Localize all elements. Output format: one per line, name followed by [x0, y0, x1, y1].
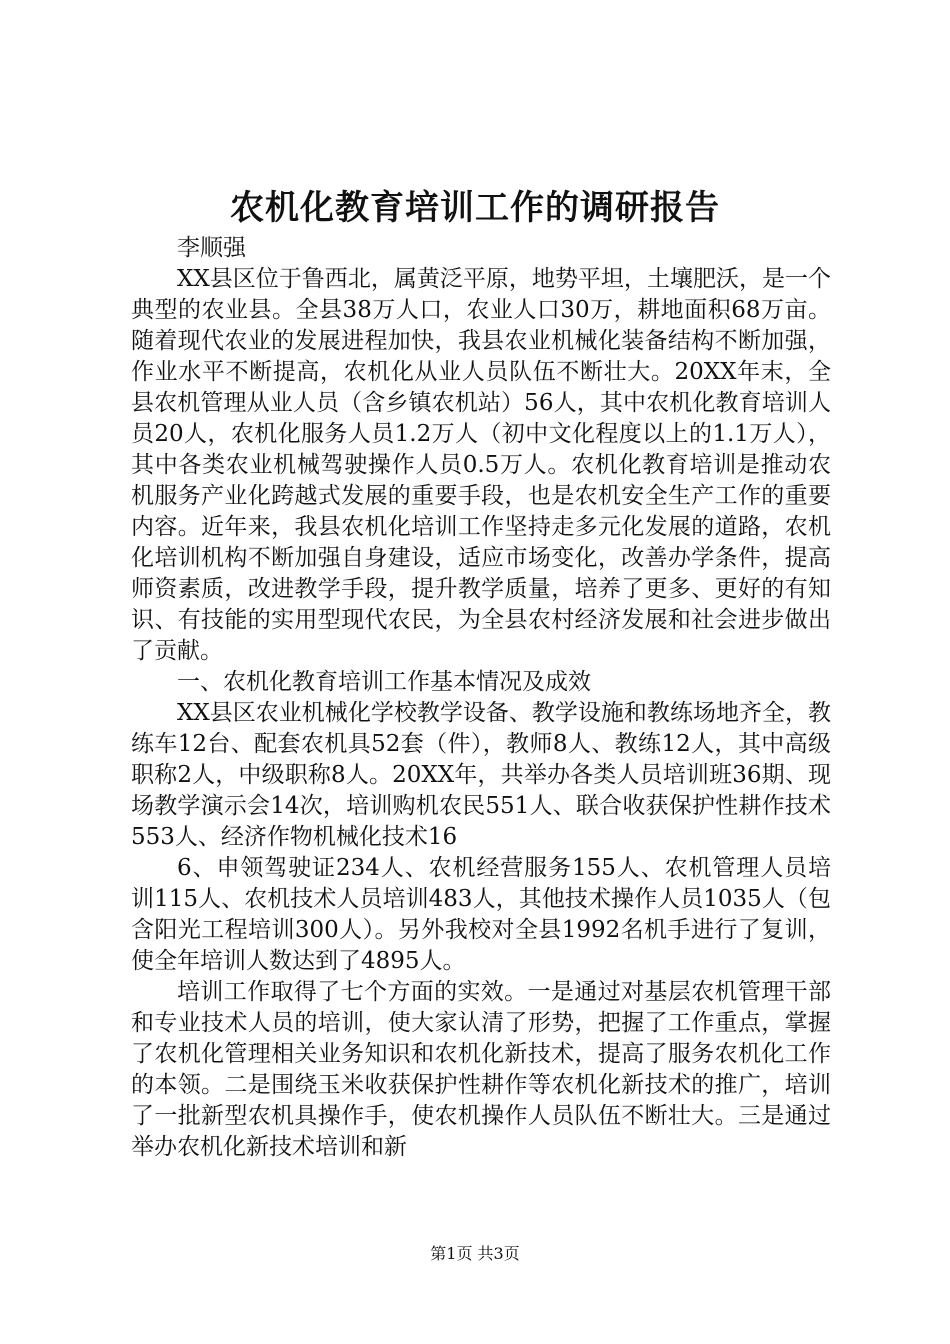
section-heading-1: 一、农机化教育培训工作基本情况及成效 — [177, 669, 591, 695]
paragraph-achievements: 培训工作取得了七个方面的实效。一是通过对基层农机管理干部和专业技术人员的培训，使大家认清了形势，把握了工作重点，掌握了农机化管理相关业务知识和农机化新技术，提高了服务农机化工作的本领。二是围绕玉米收获保护性耕作等农机化新技术的推广，培训了一批新型农机具操作手，使农机操作人员队伍不断壮大。三是通过举办农机化新技术培训和新 — [131, 979, 831, 1160]
page-footer: 第1页 共3页 — [430, 1244, 520, 1263]
paragraph-school-stats: XX县区农业机械化学校教学设备、教学设施和教练场地齐全，教练车12台、配套农机具52套（件），教师8人、教练12人，其中高级职称2人，中级职称8人。20XX年，共举办各类人员培训班36期、现场教学演示会14次，培训购机农民551人、联合收获保护性耕作技术553人、经济作物机械化技术16 — [131, 700, 831, 850]
document-body — [131, 233, 831, 1163]
author-line: 李顺强 — [177, 235, 246, 261]
paragraph-training-counts: 6、申领驾驶证234人、农机经营服务155人、农机管理人员培训115人、农机技术人员培训483人，其他技术操作人员1035人（包含阳光工程培训300人）。另外我校对全县1992名机手进行了复训，使全年培训人数达到了4895人。 — [131, 855, 831, 974]
paragraph-intro: XX县区位于鲁西北，属黄泛平原，地势平坦，土壤肥沃，是一个典型的农业县。全县38万人口，农业人口30万，耕地面积68万亩。随着现代农业的发展进程加快，我县农业机械化装备结构不断加强，作业水平不断提高，农机化从业人员队伍不断壮大。20XX年末，全县农机管理从业人员（含乡镇农机站）56人，其中农机化教育培训人员20人，农机化服务人员1.2万人（初中文化程度以上的1.1万人），其中各类农业机械驾驶操作人员0.5万人。农机化教育培训是推动农机服务产业化跨越式发展的重要手段，也是农机安全生产工作的重要内容。近年来，我县农机化培训工作坚持走多元化发展的道路，农机化培训机构不断加强自身建设，适应市场变化，改善办学条件，提高师资素质，改进教学手段，提升教学质量，培养了更多、更好的有知识、有技能的实用型现代农民，为全县农村经济发展和社会进步做出了贡献。 — [131, 266, 831, 664]
document-title: 农机化教育培训工作的调研报告 — [230, 188, 720, 228]
